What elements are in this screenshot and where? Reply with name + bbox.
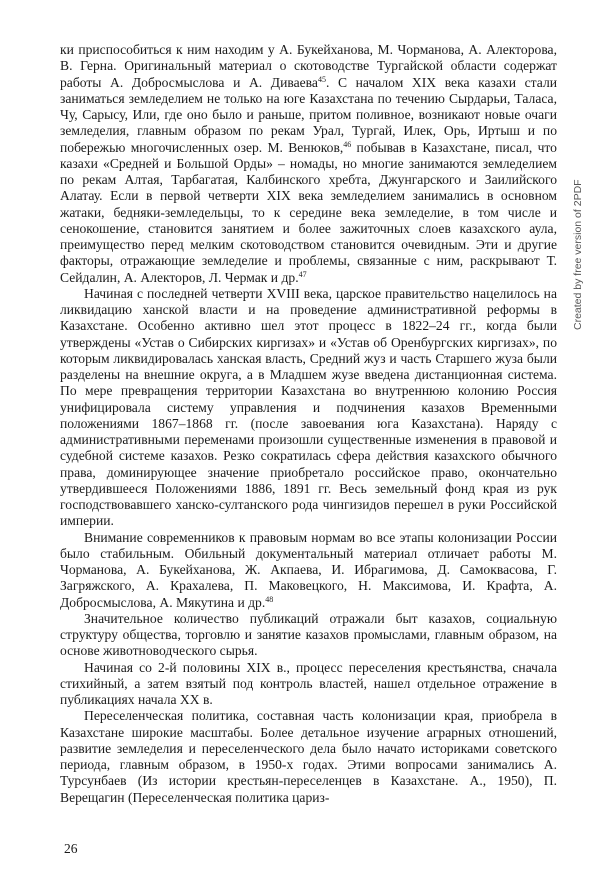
text-segment: ки приспособиться к ним находим у А. Букейханова, М. Чорманова, А. Алекторова, В. Герна. Оригинальный материал о скотоводстве Тургайской области содержат работы А. Добросмыслова и А. Диваева — [60, 42, 557, 90]
paragraph-5 — [60, 660, 557, 709]
text-segment: . С началом XIX века казахи стали заниматься земледелием не только на юге Казахстана по течению Сырдарьи, Таласа, Чу, Сарысу, Или, где оно было и раньше, притом поливное, возникают новые очаги земледелия, главным образом по рекам Урал, Тургай, Илек, Орь, Иртыш и по побережью многочисленных озер. М. Венюков, — [60, 74, 557, 155]
page-body — [60, 42, 557, 806]
text-segment: Начиная с последней четверти XVIII века, царское правительство нацелилось на ликвидацию ханской власти и на проведение административной реформы в Казахстане. Особенно активно шел этот процесс в 1822–24 гг., когда были утверждены «Устав о Сибирских киргизах» и «Устав об Оренбургских киргизах», по которым ликвидировалась ханская власть, Средний жуз и часть Старшего жуза были разделены на внешние округа, а в Младшем жузе введена дистанционная система. По мере превращения территории Казахстана во внутреннюю колонию Россия унифицировала систему управления и подчинения казахов Временными положениями 1867–1868 гг. (после завоевания юга Казахстана). Наряду с административными переменами произошли существенные изменения в правовой и судебной системе казахов. Резко сократилась сфера действия казахского обычного права, доминирующее значение приобретало российское право, окончательно утвердившееся Положениями 1886, 1891 гг. Весь земельный фонд края из рук господствовавшего ханско-султанского рода чингизидов перешел в руки Российской империи. — [60, 285, 557, 529]
text-segment: Переселенческая политика, составная часть колонизации края, приобрела в Казахстане широкие масштабы. Более детальное изучение аграрных отношений, развитие земледелия и переселенческого дела было начато историками советского периода, главным образом, в 1950-х годах. Этими вопросами занимались А. Турсунбаев (Из истории крестьян-переселенцев в Казахстане. А., 1950), П. Верещагин (Переселенческая политика цариз- — [60, 708, 557, 805]
footnote-ref-48: 48 — [265, 594, 274, 604]
paragraph-6 — [60, 708, 557, 806]
page-number: 26 — [64, 841, 78, 856]
text-segment: Начиная со 2-й половины XIX в., процесс переселения крестьянства, сначала стихийный, а затем взятый под контроль властей, нашел отдельное отражение в публикациях начала XX в. — [60, 659, 557, 707]
footnote-ref-45: 45 — [317, 74, 326, 84]
paragraph-2 — [60, 286, 557, 530]
text-segment: побывав в Казахстане, писал, что казахи «Средней и Большой Орды» – номады, но многие занимаются земледелием по рекам Алтая, Тарбагатая, Калбинского хребта, Джунгарского и Заилийского Алатау. Если в первой четверти XIX века земледелием занимались в основном жатаки, бедняки-земледельцы, то к середине века земледелие, в том числе и сенокошение, становится занятием и более зажиточных слоев казахского аула, преимущество перед мелким скотоводством становится очевидным. Эти и другие факторы, отражающие земледелие и проблемы, связанные с ним, раскрывают Т. Сейдалин, А. Алекторов, Л. Чермак и др. — [60, 139, 557, 285]
paragraph-1 — [60, 42, 557, 286]
paragraph-3 — [60, 530, 557, 611]
text-segment: Внимание современников к правовым нормам во все этапы колонизации России было стабильным. Обильный документальный материал отличает работы М. Чорманова, А. Букейханова, Ж. Акпаева, И. Ибрагимова, Д. Самоквасова, Г. Загряжского, А. Крахалева, П. Маковецкого, Н. Максимова, И. Крафта, А. Добросмыслова, А. Мякутина и др. — [60, 529, 557, 610]
text-segment: Значительное количество публикаций отражали быт казахов, социальную структуру общества, торговлю и занятие казахов промыслами, главным образом, на основе животноводческого сырья. — [60, 610, 557, 659]
footnote-ref-46: 46 — [343, 139, 352, 149]
footnote-ref-47: 47 — [298, 269, 307, 279]
paragraph-4 — [60, 611, 557, 660]
watermark-text: Created by free version of 2PDF — [572, 179, 584, 330]
